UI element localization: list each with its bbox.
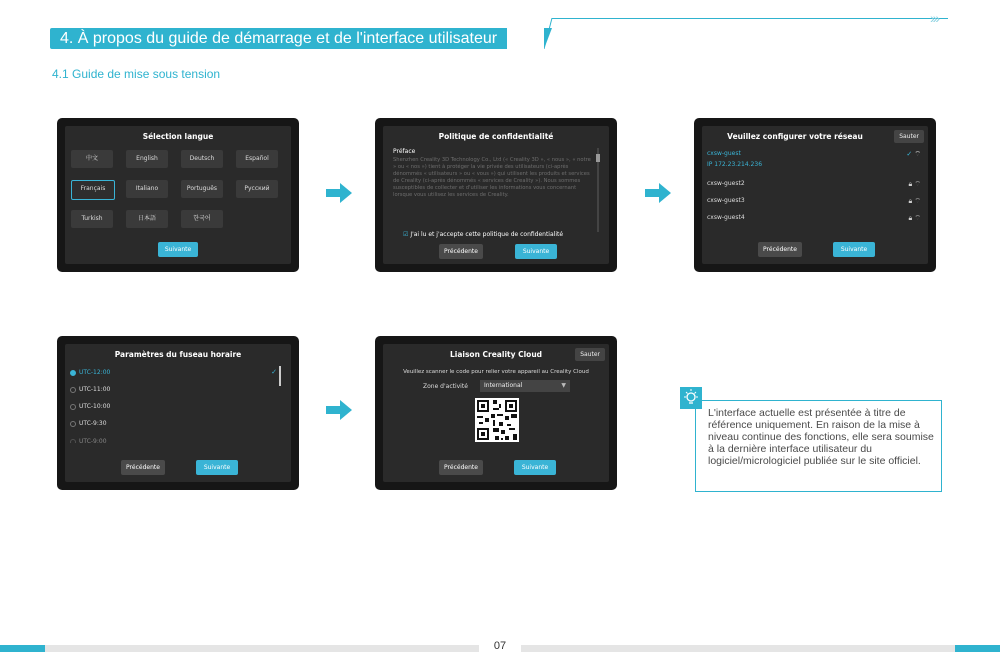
footer-accent-right <box>955 645 1000 652</box>
wifi-item[interactable] <box>707 212 923 224</box>
lang-fr[interactable]: Français <box>71 180 115 200</box>
note-text: L'interface actuelle est présentée à titre de référence uniquement. En raison de la mise à niveau continue des fonctions, elle sera soumise à la dernière interface utilisateur du logiciel/micrologiciel publiée sur le site officiel. <box>708 407 934 467</box>
privacy-preface: Préface <box>393 148 416 155</box>
footer-bar-right <box>521 645 955 652</box>
language-screen <box>57 118 299 272</box>
network-screen <box>694 118 936 272</box>
skip-button[interactable]: Sauter <box>894 130 924 143</box>
caret-down-icon: ▼ <box>561 382 566 389</box>
privacy-body: Shenzhen Creality 3D Technology Co., Ltd (« Creality 3D », « nous », « notre » ou « nos ») tient à protéger la vie privée des utilisateurs (ci-après dénommés « utilisateurs » ou « vous ») qui utilisent les produits et services de Creality (ci-après dénommés « services de Creality »). Nous sommes susceptibles de collecter et d'utiliser les informations vous concernant lorsque vous utilisez les services de Creality. <box>393 157 591 198</box>
next-button[interactable]: Suivante <box>196 460 238 475</box>
radio-icon[interactable] <box>70 387 76 393</box>
timezone-item[interactable] <box>70 438 107 443</box>
next-button[interactable]: Suivante <box>515 244 557 259</box>
network-title: Veuillez configurer votre réseau <box>727 132 863 141</box>
language-title: Sélection langue <box>142 132 214 141</box>
chevrons-icon: ››› <box>930 10 938 26</box>
wifi-item[interactable] <box>707 178 923 190</box>
lock-wifi-icon: 🔒︎ ⌔ <box>908 180 921 188</box>
radio-icon[interactable] <box>70 421 76 427</box>
privacy-title: Politique de confidentialité <box>438 132 554 141</box>
privacy-scrollbar[interactable] <box>597 148 599 232</box>
page-number: 07 <box>493 640 507 652</box>
wifi-ip: IP 172.23.214.236 <box>707 161 763 168</box>
wifi-ssid: cxsw-guest2 <box>707 180 745 187</box>
arrow-right-icon <box>645 183 671 203</box>
timezone-item[interactable] <box>70 420 107 427</box>
privacy-screen <box>375 118 617 272</box>
arrow-right-icon <box>326 400 352 420</box>
wifi-item[interactable] <box>707 195 923 207</box>
header-rule <box>552 18 948 19</box>
lang-de[interactable]: Deutsch <box>181 150 223 168</box>
footer-bar-left <box>45 645 479 652</box>
zone-label: Zone d'activité <box>423 383 468 390</box>
skip-button[interactable]: Sauter <box>575 348 605 361</box>
checkbox-icon[interactable]: ☑ <box>403 231 409 238</box>
zone-value: International <box>484 382 523 389</box>
cloud-title: Liaison Creality Cloud <box>449 350 543 359</box>
lock-wifi-icon: 🔒︎ ⌔ <box>908 214 921 222</box>
lightbulb-icon <box>680 387 702 409</box>
prev-button[interactable]: Précédente <box>439 460 483 475</box>
privacy-accept-checkbox[interactable] <box>403 231 563 238</box>
lang-ko[interactable]: 한국어 <box>181 210 223 228</box>
wifi-ssid: cxsw-guest <box>707 150 741 157</box>
header-corner <box>544 18 556 49</box>
prev-button[interactable]: Précédente <box>121 460 165 475</box>
timezone-label: UTC-11:00 <box>79 386 111 393</box>
zone-select[interactable] <box>480 380 570 392</box>
prev-button[interactable]: Précédente <box>758 242 802 257</box>
prev-button[interactable]: Précédente <box>439 244 483 259</box>
wifi-ssid: cxsw-guest3 <box>707 197 745 204</box>
radio-icon[interactable] <box>70 439 76 444</box>
radio-icon[interactable] <box>70 370 76 376</box>
lang-tr[interactable]: Turkish <box>71 210 113 228</box>
qr-code-icon <box>475 398 519 442</box>
timezone-label: UTC-9:30 <box>79 420 107 427</box>
subsection-title: 4.1 Guide de mise sous tension <box>52 67 221 81</box>
timezone-label: UTC-9:00 <box>79 438 107 443</box>
wifi-connected-icon: ✓ ⌔ <box>906 150 921 158</box>
timezone-label: UTC-12:00 <box>79 369 111 376</box>
timezone-item[interactable] <box>70 369 110 376</box>
lang-it[interactable]: Italiano <box>126 180 168 198</box>
privacy-accept-label: J'ai lu et j'accepte cette politique de confidentialité <box>410 231 564 238</box>
footer-accent-left <box>0 645 45 652</box>
timezone-item[interactable] <box>70 386 110 393</box>
timezone-scrollbar[interactable] <box>279 366 281 386</box>
arrow-right-icon <box>326 183 352 203</box>
lang-ja[interactable]: 日本語 <box>126 210 168 228</box>
note-box <box>695 400 942 492</box>
next-button[interactable]: Suivante <box>833 242 875 257</box>
lock-wifi-icon: 🔒︎ ⌔ <box>908 197 921 205</box>
lang-pt[interactable]: Português <box>181 180 223 198</box>
lang-zh[interactable]: 中文 <box>71 150 113 168</box>
lang-es[interactable]: Español <box>236 150 278 168</box>
lang-ru[interactable]: Русский <box>236 180 278 198</box>
timezone-item[interactable] <box>70 403 110 410</box>
checkmark-icon: ✓ <box>271 369 277 376</box>
timezone-title: Paramètres du fuseau horaire <box>114 350 242 359</box>
section-title: 4. À propos du guide de démarrage et de l'interface utilisateur <box>50 28 507 49</box>
wifi-ssid: cxsw-guest4 <box>707 214 745 221</box>
next-button[interactable]: Suivante <box>514 460 556 475</box>
radio-icon[interactable] <box>70 404 76 410</box>
cloud-instruction: Veuillez scanner le code pour relier votre appareil au Creality Cloud <box>403 369 589 375</box>
lang-en[interactable]: English <box>126 150 168 168</box>
timezone-label: UTC-10:00 <box>79 403 111 410</box>
timezone-screen <box>57 336 299 490</box>
next-button[interactable]: Suivante <box>158 242 198 257</box>
cloud-screen <box>375 336 617 490</box>
